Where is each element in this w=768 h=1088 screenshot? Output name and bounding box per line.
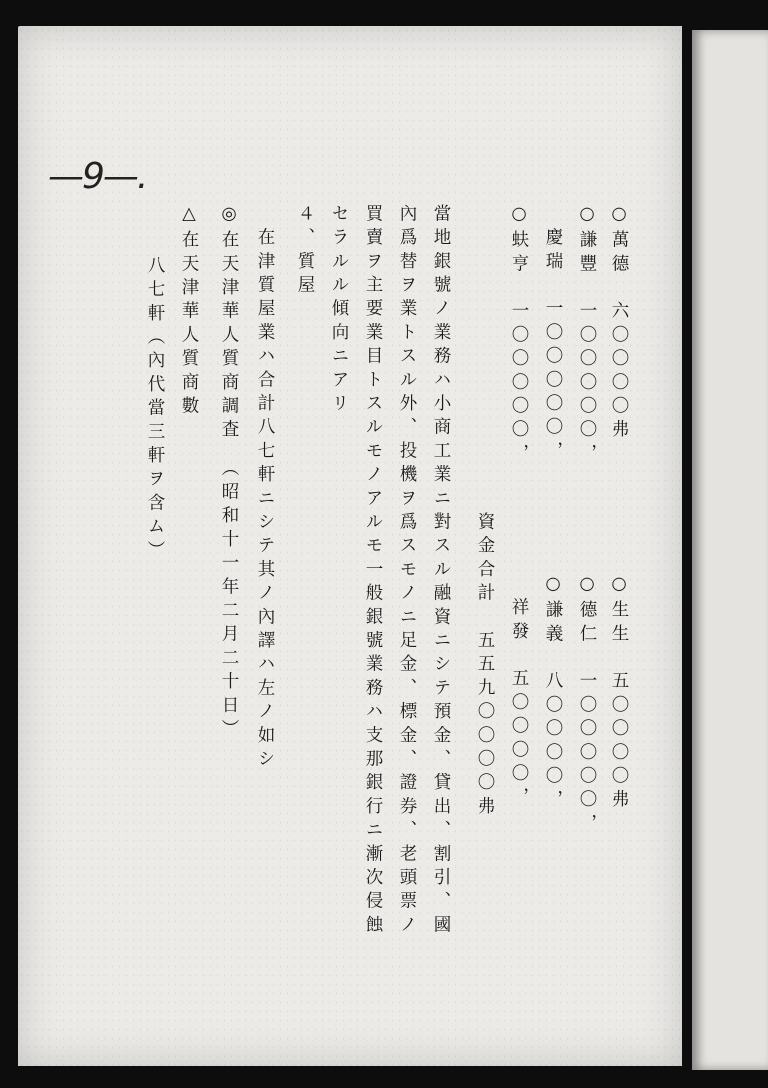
survey-title: ◎在天津華人質商調査 （昭和十一年二月二十日） bbox=[219, 204, 239, 743]
capital-total: 資金合計 五五九〇〇〇〇弗 bbox=[475, 204, 495, 821]
paragraph-line-2: 內爲替ヲ業トスル外、投機ヲ爲スモノニ足金、標金、證券、老頭票ノ bbox=[397, 204, 417, 939]
section-heading: ４、質屋 bbox=[295, 204, 315, 299]
bank-entry-7: ○蚨亨 一〇〇〇〇〇， bbox=[509, 204, 529, 468]
bank-entry-8: 祥發 五〇〇〇〇， bbox=[509, 574, 529, 811]
bank-entry-5: 慶瑞 一〇〇〇〇〇， bbox=[543, 204, 563, 465]
pawnshop-count: 八七軒（內代當三軒ヲ含ム） bbox=[145, 256, 165, 565]
bank-entry-1: ○萬德 六〇〇〇〇弗 bbox=[609, 204, 629, 444]
document-page bbox=[18, 26, 682, 1066]
bank-entry-3: ○謙豐 一〇〇〇〇〇， bbox=[577, 204, 597, 468]
bank-entry-6: ○謙義 八〇〇〇〇， bbox=[543, 574, 563, 814]
bank-entry-4: ○德仁 一〇〇〇〇〇， bbox=[577, 574, 597, 838]
paragraph-line-3: 買賣ヲ主要業目トスルモノアルモ一般銀號業務ハ支那銀行ニ漸次侵蝕 bbox=[363, 204, 383, 939]
paragraph-line-4: セラルル傾向ニアリ bbox=[329, 204, 349, 418]
page-number: —9—. bbox=[48, 156, 147, 197]
bank-entry-2: ○生生 五〇〇〇〇弗 bbox=[609, 574, 629, 814]
adjacent-page-edge bbox=[692, 30, 768, 1070]
paragraph-line-1: 當地銀號ノ業務ハ小商工業ニ對スル融資ニシテ預金、貸出、割引、國 bbox=[431, 204, 451, 939]
subsection-heading: △在天津華人質商數 bbox=[179, 204, 199, 420]
section-body: 在津質屋業ハ合計八七軒ニシテ其ノ內譯ハ左ノ如シ bbox=[255, 204, 275, 773]
